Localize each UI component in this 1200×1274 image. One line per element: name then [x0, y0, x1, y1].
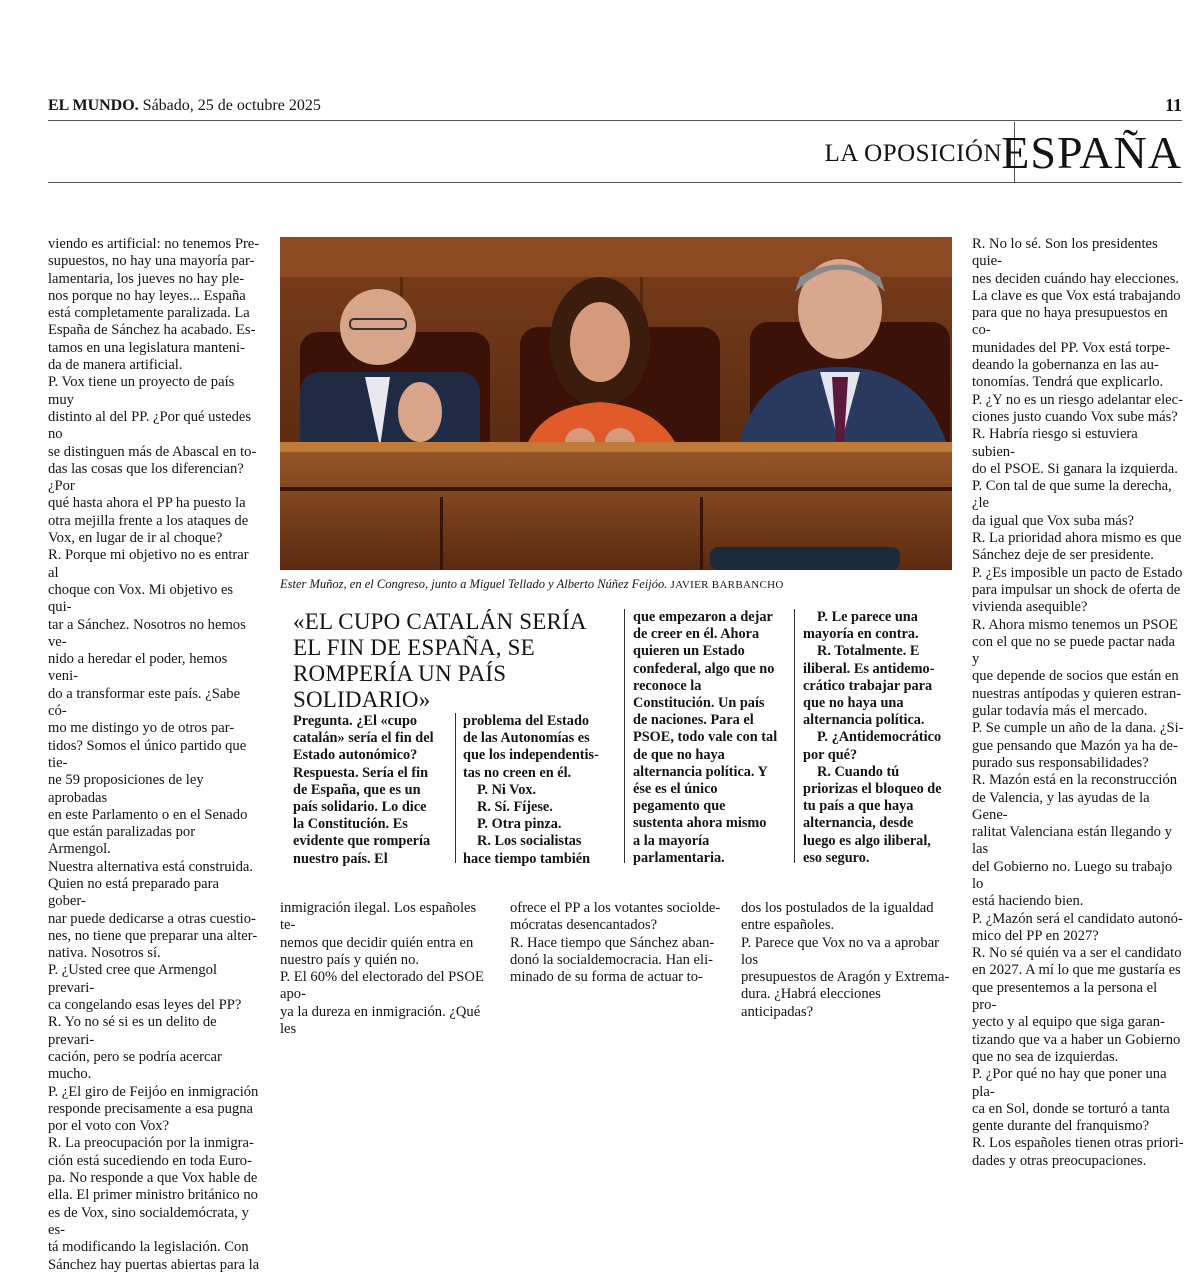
text-line: entre españoles. [741, 917, 835, 934]
text-line: de Valencia, y las ayudas de la Gene- [972, 789, 1150, 823]
text-line: Nuestra alternativa está construida. [48, 858, 254, 875]
text-line: P. Se cumple un año de la dana. ¿Si- [972, 720, 1184, 737]
text-line: Sánchez hay puertas abiertas para la [48, 1256, 260, 1273]
text-line: PSOE, todo vale con tal [633, 729, 778, 746]
text-line: hace tiempo también [463, 850, 591, 867]
text-line: de que no haya [633, 746, 725, 763]
text-line: tidos? Somos el único partido que tie- [48, 737, 247, 771]
text-line: pa. No responde a que Vox hable de [48, 1170, 258, 1187]
text-line: nuestro país y quién no. [280, 951, 420, 968]
text-line: evidente que rompería [293, 833, 431, 850]
inset-column-1 [293, 713, 453, 868]
text-line: está completamente paralizada. La [48, 305, 250, 322]
text-line: presupuestos de Aragón y Extrema- [741, 969, 950, 986]
text-line: ca en Sol, donde se torturó a tanta [972, 1100, 1170, 1117]
text-line: dura. ¿Habrá elecciones anticipadas? [741, 986, 881, 1020]
text-line: R. Totalmente. E [817, 643, 920, 660]
text-line: luego es algo iliberal, [803, 832, 931, 849]
inset-column-3 [633, 609, 793, 867]
text-line: dos los postulados de la igualdad [741, 900, 934, 916]
text-line: R. No lo sé. Son los presidentes quie- [972, 236, 1158, 270]
text-line: priorizas el bloqueo de [803, 781, 942, 798]
article-bottom-column-1 [280, 900, 492, 1038]
header-rule [48, 120, 1182, 121]
text-line: ya la dureza en inmigración. ¿Qué les [280, 1003, 481, 1038]
text-line: España de Sánchez ha acabado. Es- [48, 322, 256, 339]
text-line: P. Vox tiene un proyecto de país muy [48, 374, 235, 408]
text-line: R. Ahora mismo tenemos un PSOE [972, 616, 1178, 633]
text-line: ción está sucediendo en toda Euro- [48, 1152, 252, 1169]
text-line: P. ¿El giro de Feijóo en inmigración [48, 1083, 259, 1100]
text-line: La clave es que Vox está trabajando [972, 287, 1181, 304]
text-line: que empezaron a dejar [633, 609, 773, 625]
text-line: ne 59 proposiciones de ley aprobadas [48, 772, 204, 806]
text-line: R. Porque mi objetivo no es entrar al [48, 547, 249, 581]
text-line: problema del Estado [463, 713, 590, 729]
section-label: LA OPOSICIÓN [824, 140, 1002, 167]
congress-photo-illustration [280, 237, 952, 570]
text-line: P. ¿Y no es un riesgo adelantar elec- [972, 391, 1183, 408]
text-line: qué hasta ahora el PP ha puesto la [48, 495, 246, 512]
text-line: está haciendo bien. [972, 893, 1084, 910]
text-line: tu país a que haya [803, 798, 914, 815]
text-line: cación, pero se podría acercar mucho. [48, 1048, 222, 1083]
text-line: R. Hace tiempo que Sánchez aban- [510, 934, 715, 951]
text-line: distinto al del PP. ¿Por qué ustedes no [48, 408, 252, 443]
text-line: crático trabajar para [803, 677, 933, 694]
text-line: que no sea de izquierdas. [972, 1048, 1119, 1065]
text-line: Quien no está preparado para gober- [48, 875, 219, 910]
text-line: nes deciden cuándo hay elecciones. [972, 270, 1180, 287]
text-line: responde precisamente a esa pugna [48, 1100, 254, 1117]
text-line: donó la socialdemocracia. Han eli- [510, 951, 714, 968]
text-line: R. La preocupación por la inmigra- [48, 1135, 254, 1152]
text-line: R. Cuando tú [817, 763, 900, 780]
text-line: P. Ni Vox. [477, 781, 537, 798]
text-line: ciones justo cuando Vox sube más? [972, 408, 1178, 425]
text-line: alternancia, desde [803, 815, 914, 832]
text-line: con el que no se puede pactar nada y [972, 633, 1176, 668]
text-line: das las cosas que los diferencian? ¿Por [48, 460, 244, 495]
text-line: da igual que Vox suba más? [972, 512, 1134, 529]
text-line: gente durante del franquismo? [972, 1118, 1150, 1135]
text-line: la Constitución. Es [293, 816, 408, 833]
text-line: es de Vox, sino socialdemócrata, y es- [48, 1204, 249, 1238]
text-line: otra mejilla frente a los ataques de [48, 512, 249, 529]
text-line: alternancia política. Y [633, 763, 768, 780]
text-line: P. ¿Antidemocrático [817, 729, 942, 746]
text-line: minado de su forma de actuar to- [510, 969, 703, 986]
text-line: tizando que va a haber un Gobierno [972, 1031, 1181, 1048]
inset-divider-3 [794, 609, 795, 863]
text-line: nuestro país. El [293, 850, 388, 867]
text-line: ofrece el PP a los votantes sociolde- [510, 900, 721, 916]
text-line: que los independentis- [463, 747, 599, 764]
page-number: 11 [1164, 95, 1182, 115]
masthead [48, 97, 321, 115]
text-line: R. Yo no sé si es un delito de prevari- [48, 1014, 217, 1048]
text-line: a la mayoría [633, 832, 710, 849]
text-line: deando la gobernanza en las au- [972, 357, 1159, 374]
text-line: tamos en una legislatura manteni- [48, 339, 245, 356]
text-line: nativa. Nosotros sí. [48, 945, 161, 962]
text-line: nes, no tiene que preparar una alter- [48, 927, 258, 944]
text-line: R. Sí. Fíjese. [477, 799, 553, 816]
text-line: mayoría en contra. [803, 626, 919, 643]
text-line: lamentaria, los jueves no hay ple- [48, 270, 245, 287]
text-line: que no haya una [803, 695, 904, 712]
text-line: ralitat Valenciana están llegando y las [972, 824, 1172, 858]
inset-divider-2 [624, 609, 625, 863]
text-line: de creer en él. Ahora [633, 626, 760, 643]
text-line: tas no creen en él. [463, 764, 572, 781]
text-line: alternancia política. [803, 712, 925, 729]
text-line: Estado autonómico? [293, 747, 418, 764]
text-line: Vox, en lugar de ir al choque? [48, 530, 223, 547]
text-line: P. Con tal de que sume la derecha, ¿le [972, 478, 1172, 512]
text-line: yecto y al equipo que siga garan- [972, 1014, 1165, 1031]
text-line: dades y otras preocupaciones. [972, 1152, 1147, 1169]
text-line: mo me distingo yo de otros par- [48, 720, 235, 737]
text-line: tonomías. Tendrá que explicarlo. [972, 374, 1164, 391]
text-line: P. Parece que Vox no va a aprobar los [741, 934, 940, 968]
text-line: confederal, algo que no [633, 660, 775, 677]
paper-name: EL MUNDO. [48, 97, 139, 114]
caption-text: Ester Muñoz, en el Congreso, junto a Miguel Tellado y Alberto Núñez Feijóo. [280, 577, 668, 591]
issue-date: Sábado, 25 de octubre 2025 [142, 97, 321, 114]
inset-divider-1 [455, 713, 456, 863]
text-line: que depende de socios que están en [972, 668, 1179, 685]
text-line: pegamento que [633, 798, 726, 815]
text-line: iliberal. Es antidemo- [803, 660, 935, 677]
text-line: nuestras antípodas y quieren estran- [972, 685, 1182, 702]
text-line: choque con Vox. Mi objetivo es qui- [48, 581, 234, 616]
text-line: para que no haya presupuestos en co- [972, 305, 1168, 339]
text-line: supuestos, no hay una mayoría par- [48, 253, 255, 270]
text-line: do a transformar este país. ¿Sabe có- [48, 685, 241, 720]
text-line: P. Le parece una [817, 609, 918, 625]
text-line: Pregunta. ¿El «cupo [293, 713, 418, 729]
text-line: en este Parlamento o en el Senado [48, 806, 248, 823]
text-line: R. Los españoles tienen otras priori- [972, 1135, 1184, 1152]
article-photo [280, 237, 952, 570]
text-line: ella. El primer ministro británico no [48, 1187, 258, 1204]
photo-credit: JAVIER BARBANCHO [670, 579, 784, 591]
text-line: P. ¿Es imposible un pacto de Estado [972, 564, 1183, 581]
text-line: tá modificando la legislación. Con [48, 1239, 249, 1256]
text-line: nos porque no hay leyes... España [48, 287, 246, 304]
text-line: mócratas desencantados? [510, 917, 658, 934]
text-line: gular todavía más el mercado. [972, 703, 1148, 720]
text-line: Constitución. Un país [633, 695, 765, 712]
text-line: eso seguro. [803, 849, 870, 866]
text-line: en 2027. A mí lo que me gustaría es [972, 962, 1181, 979]
text-line: mico del PP en 2027? [972, 927, 1099, 944]
text-line: nemos que decidir quién entra en [280, 934, 474, 951]
text-line: vivienda asequible? [972, 599, 1088, 616]
text-line: quieren un Estado [633, 643, 745, 660]
text-line: P. ¿Mazón será el candidato autonó- [972, 910, 1183, 927]
text-line: sustenta ahora mismo [633, 815, 767, 832]
text-line: R. Mazón está en la reconstrucción [972, 772, 1178, 789]
article-bottom-column-2 [510, 900, 722, 986]
header-bottom-rule [48, 182, 1182, 183]
text-line: nar puede dedicarse a otras cuestio- [48, 910, 256, 927]
photo-caption [280, 577, 784, 592]
text-line: munidades del PP. Vox está torpe- [972, 339, 1171, 356]
text-line: purado sus responsabilidades? [972, 754, 1149, 771]
text-line: P. ¿Por qué no hay que poner una pla- [972, 1066, 1167, 1100]
text-line: P. Otra pinza. [477, 816, 562, 833]
text-line: Sánchez deje de ser presidente. [972, 547, 1154, 564]
text-line: R. Los socialistas [477, 833, 582, 850]
inset-headline: «EL CUPO CATALÁN SERÍA EL FIN DE ESPAÑA, SE ROMPERÍA UN PAÍS SOLIDARIO» [293, 609, 586, 712]
text-line: se distinguen más de Abascal en to- [48, 443, 257, 460]
text-line: R. La prioridad ahora mismo es que [972, 530, 1182, 547]
text-line: inmigración ilegal. Los españoles te- [280, 900, 477, 934]
text-line: de naciones. Para el [633, 712, 754, 729]
text-line: ca congelando esas leyes del PP? [48, 997, 242, 1014]
inset-column-2 [463, 713, 623, 868]
article-bottom-column-3 [741, 900, 953, 1021]
text-line: do el PSOE. Si ganara la izquierda. [972, 460, 1178, 477]
section-title: ESPAÑA [1001, 127, 1182, 178]
text-line: catalán» sería el fin del [293, 730, 434, 747]
text-line: P. ¿Usted cree que Armengol prevari- [48, 962, 217, 996]
text-line: por el voto con Vox? [48, 1118, 170, 1135]
text-line: da de manera artificial. [48, 357, 183, 374]
text-line: de las Autonomías es [463, 730, 590, 747]
article-column-right [972, 236, 1184, 1170]
text-line: gue pensando que Mazón ya ha de- [972, 737, 1178, 754]
text-line: por qué? [803, 746, 858, 763]
text-line: reconoce la [633, 677, 702, 694]
inset-column-4 [803, 609, 953, 867]
text-line: país solidario. Lo dice [293, 799, 427, 816]
text-line: de España, que es un [293, 781, 421, 798]
text-line: P. El 60% del electorado del PSOE apo- [280, 969, 484, 1003]
text-line: ése es el único [633, 781, 718, 798]
text-line: nido a heredar el poder, hemos veni- [48, 651, 228, 685]
text-line: que presentemos a la persona el pro- [972, 979, 1158, 1014]
article-column-left [48, 236, 260, 1274]
text-line: viendo es artificial: no tenemos Pre- [48, 236, 260, 252]
text-line: para impulsar un shock de oferta de [972, 581, 1181, 598]
text-line: tar a Sánchez. Nosotros no hemos ve- [48, 616, 246, 650]
text-line: R. Habría riesgo si estuviera subien- [972, 426, 1138, 460]
text-line: R. No sé quién va a ser el candidato [972, 945, 1182, 962]
text-line: parlamentaria. [633, 849, 725, 866]
text-line: Respuesta. Sería el fin [293, 764, 429, 781]
text-line: que están paralizadas por Armengol. [48, 824, 196, 858]
text-line: del Gobierno no. Luego su trabajo lo [972, 858, 1173, 892]
